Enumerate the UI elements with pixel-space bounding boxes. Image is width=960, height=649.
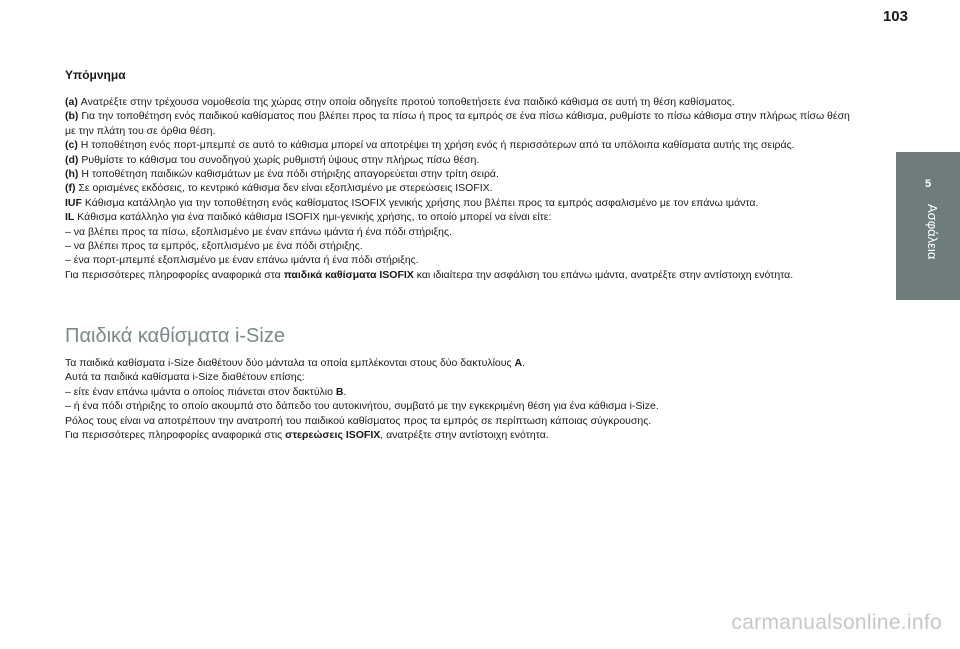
legend-item-f [65,181,865,195]
list-item [65,385,865,399]
more-info-text: και ιδιαίτερα την ασφάλιση του επάνω ιμάντα, ανατρέξτε στην αντίστοιχη ενότητα. [413,268,794,281]
legend-label: (h) [65,168,79,181]
legend-item-iuf [65,196,865,210]
legend-text: Η τοποθέτηση παιδικών καθισμάτων με ένα πόδι στήριξης απαγορεύεται στην τρίτη σειρά. [78,168,499,181]
legend-text: Σε ορισμένες εκδόσεις, το κεντρικό κάθισμα δεν είναι εξοπλισμένο με στερεώσεις ISOFIX. [75,182,493,195]
legend-item-b [65,109,865,123]
isofix-link-text: στερεώσεις ISOFIX [285,429,381,442]
paragraph: Ρόλος τους είναι να αποτρέπουν την ανατροπή του παιδικού καθίσματος προς τα εμπρός σε περίπτωση κάποιας σύγκρουσης. [65,414,652,427]
legend-label: (a) [65,96,78,108]
legend-item-a [65,95,865,109]
legend-label: (f) [65,182,76,195]
chapter-number: 5 [924,178,932,190]
more-info-paragraph [65,268,865,282]
legend-text: Κάθισμα κατάλληλο για την τοποθέτηση ενός καθίσματος ISOFIX γενικής χρήσης που βλέπει προς τα εμπρός ασφαλισμένο με τον επάνω ιμάντα. [81,196,759,209]
isofix-link-text: παιδικά καθίσματα ISOFIX [283,268,414,281]
legend-item-b-continued: με την πλάτη του σε όρθια θέση. [65,124,216,137]
legend-heading: Υπόμνημα [65,68,126,82]
list-item: – να βλέπει προς τα εμπρός, εξοπλισμένο με ένα πόδι στήριξης. [65,240,363,253]
list-item-text: – είτε έναν επάνω ιμάντα ο οποίος πιάνεται στον δακτύλιο [65,385,336,398]
legend-text: Για την τοποθέτηση ενός παιδικού καθίσματος που βλέπει προς τα πίσω ή προς τα εμπρός σε ένα πίσω κάθισμα, ρυθμίστε το πίσω κάθισμα στην πλήρως πίσω θέση [78,110,850,123]
paragraph [65,356,865,370]
legend-block [65,95,865,282]
list-item: – να βλέπει προς τα πίσω, εξοπλισμένο με έναν επάνω ιμάντα ή ένα πόδι στήριξης. [65,225,452,238]
list-item: – ένα πορτ-μπεμπέ εξοπλισμένο με έναν επάνω ιμάντα ή ένα πόδι στήριξης. [65,254,419,267]
paragraph-text: Τα παιδικά καθίσματα i-Size διαθέτουν δύο μάνταλα τα οποία εμπλέκονται στους δύο δακτυλίους [65,357,515,369]
page-number: 103 [882,8,908,25]
more-info-paragraph [65,428,865,442]
more-info-text: Για περισσότερες πληροφορίες αναφορικά στα [65,268,284,281]
legend-label: (b) [65,110,79,123]
ref-letter-a: A [514,357,523,369]
legend-text: Ρυθμίστε το κάθισμα του συνοδηγού χωρίς ρυθμιστή ύψους στην πλήρως πίσω θέση. [78,153,480,166]
paragraph: Αυτά τα παιδικά καθίσματα i-Size διαθέτουν επίσης: [65,371,305,384]
paragraph-text: . [522,357,526,369]
list-item-text: . [343,385,347,398]
legend-item-il [65,210,865,224]
section-body [65,356,865,442]
section-title: Παιδικά καθίσματα i-Size [65,325,285,347]
chapter-title: Ασφάλεια [925,204,940,260]
legend-text: Ανατρέξτε στην τρέχουσα νομοθεσία της χώρας στην οποία οδηγείτε προτού τοποθετήσετε ένα παιδικό κάθισμα σε αυτή τη θέση καθίσματος. [77,96,735,108]
more-info-text: , ανατρέξτε στην αντίστοιχη ενότητα. [380,429,549,442]
legend-item-h [65,167,865,181]
legend-label: (d) [65,153,79,166]
legend-text: Η τοποθέτηση ενός πορτ-μπεμπέ σε αυτό το κάθισμα μπορεί να αποτρέψει τη χρήση ενός ή περισσότερων από τα υπόλοιπα καθίσματα αυτής της σειράς. [77,139,795,152]
more-info-text: Για περισσότερες πληροφορίες αναφορικά στις [65,429,286,442]
legend-label: IL [65,211,75,224]
list-item: – ή ένα πόδι στήριξης το οποίο ακουμπά στο δάπεδο του αυτοκινήτου, συμβατό με την εγκεκριμένη θέση για ένα κάθισμα i-Size. [65,400,659,413]
ref-letter-b: B [335,385,344,398]
legend-label: IUF [65,196,82,209]
watermark: carmanualsonline.info [731,611,942,634]
legend-item-c [65,138,865,152]
legend-label: (c) [65,139,78,152]
legend-text: Κάθισμα κατάλληλο για ένα παιδικό κάθισμα ISOFIX ημι-γενικής χρήσης, το οποίο μπορεί να είναι είτε: [74,211,552,224]
legend-item-d [65,153,865,167]
